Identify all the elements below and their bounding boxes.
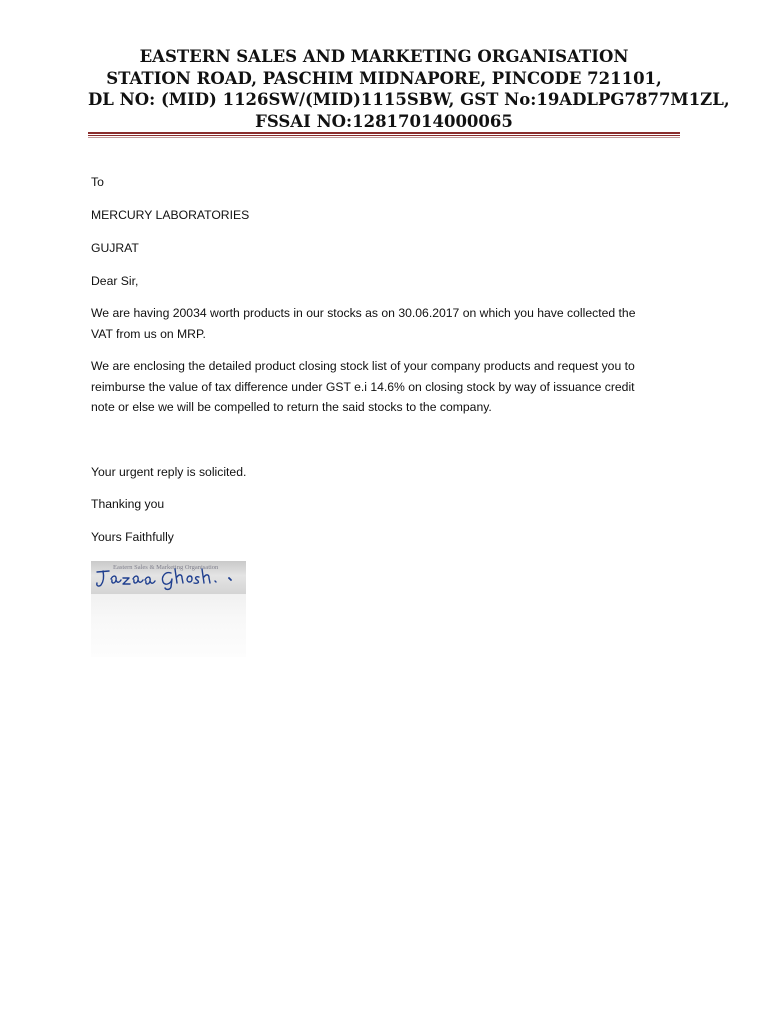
signature-image-background — [91, 594, 246, 657]
address-to: To — [91, 175, 104, 189]
license-gst-line: DL NO: (MID) 1126SW/(MID)1115SBW, GST No:19ADLPG7877M1ZL, — [88, 90, 730, 109]
letterhead-divider-thin — [88, 135, 680, 136]
urgent-reply-line: Your urgent reply is solicited. — [91, 465, 247, 479]
stamp-text: Eastern Sales & Marketing Organisation — [113, 564, 219, 571]
fssai-line: FSSAI NO:12817014000065 — [255, 111, 513, 131]
handwritten-signature — [91, 561, 246, 594]
paragraph-line: VAT from us on MRP. — [91, 326, 206, 341]
company-name: EASTERN SALES AND MARKETING ORGANISATION — [139, 47, 629, 66]
letterhead-divider-shadow — [88, 137, 680, 138]
thanks-line: Thanking you — [91, 497, 165, 511]
paragraph-line: We are having 20034 worth products in our stocks as on 30.06.2017 on which you have collected the — [91, 306, 636, 320]
company-address: STATION ROAD, PASCHIM MIDNAPORE, PINCODE 721101, — [106, 68, 662, 88]
paragraph-line: note or else we will be compelled to return the said stocks to the company. — [91, 400, 492, 414]
signature-image — [91, 561, 246, 657]
paragraph-line: We are enclosing the detailed product closing stock list of your company products and request you to — [91, 359, 635, 373]
closing-line: Yours Faithfully — [91, 530, 174, 544]
paragraph-line: reimburse the value of tax difference under GST e.i 14.6% on closing stock by way of issuance credit — [91, 379, 635, 394]
recipient-place: GUJRAT — [91, 241, 139, 255]
paragraph-reimbursement-request — [91, 356, 671, 418]
letterhead-divider — [88, 132, 680, 134]
signature-stamp — [91, 561, 246, 594]
paragraph-stock-value — [91, 303, 671, 344]
salutation: Dear Sir, — [91, 274, 139, 288]
recipient-name: MERCURY LABORATORIES — [91, 208, 250, 222]
letterhead — [88, 46, 730, 132]
